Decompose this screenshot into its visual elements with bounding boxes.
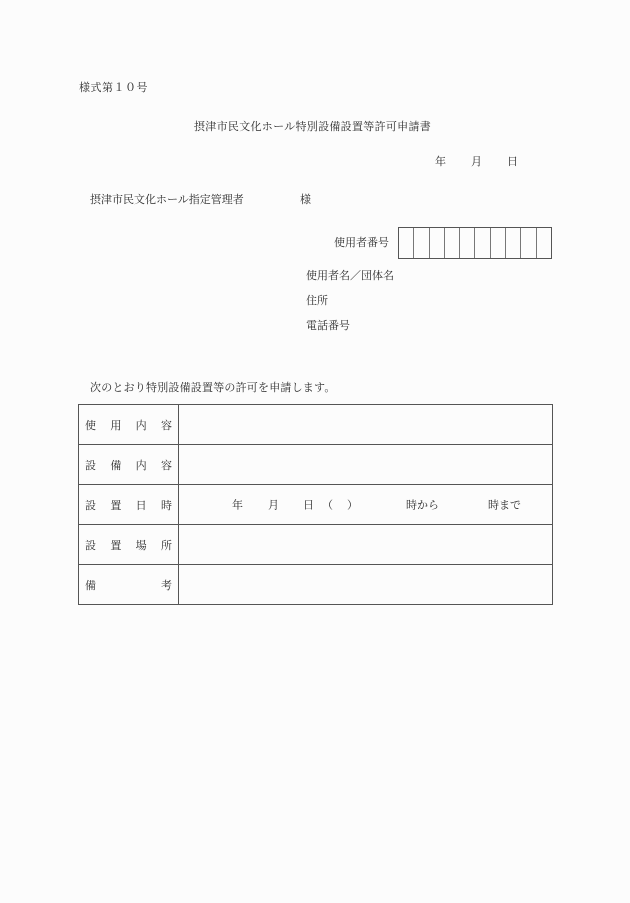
application-table	[78, 404, 553, 605]
user-number-cell[interactable]	[430, 228, 445, 258]
row-label	[79, 525, 179, 565]
label-char: 内	[135, 458, 147, 472]
label-char: 置	[110, 538, 122, 552]
label-char: 時	[160, 498, 172, 512]
user-number-cell[interactable]	[475, 228, 490, 258]
weekday-open-paren: （	[322, 498, 333, 511]
user-number-cell[interactable]	[491, 228, 506, 258]
user-number-cell[interactable]	[506, 228, 521, 258]
table-row-installation-location	[79, 525, 553, 565]
usage-content-field[interactable]	[179, 405, 553, 445]
user-number-label: 使用者番号	[334, 236, 389, 249]
label-char: 設	[85, 458, 96, 472]
document-title: 摂津市民文化ホール特別設備設置等許可申請書	[194, 120, 432, 133]
installation-location-field[interactable]	[179, 525, 553, 565]
applicant-address-label: 住所	[306, 294, 328, 307]
user-number-cell[interactable]	[445, 228, 460, 258]
label-char: 備	[110, 458, 122, 472]
user-number-cell[interactable]	[537, 228, 551, 258]
row-label	[79, 485, 179, 525]
remarks-field[interactable]	[179, 565, 553, 605]
user-number-cell[interactable]	[414, 228, 429, 258]
form-number: 様式第１０号	[79, 81, 148, 94]
label-char: 所	[160, 538, 172, 552]
time-from-label: 時から	[406, 498, 439, 511]
equipment-content-field[interactable]	[179, 445, 553, 485]
honorific: 様	[300, 193, 311, 206]
label-char: 場	[135, 538, 147, 552]
applicant-name-label: 使用者名／団体名	[306, 269, 394, 282]
user-number-cell[interactable]	[460, 228, 475, 258]
label-char: 備	[85, 578, 96, 592]
user-number-field[interactable]	[398, 227, 552, 259]
label-char: 用	[110, 418, 122, 432]
table-row-equipment-content	[79, 445, 553, 485]
label-char: 容	[160, 458, 172, 472]
date-month-label: 月	[471, 155, 482, 168]
weekday-close-paren: ）	[347, 498, 358, 511]
date-day-label: 日	[507, 155, 518, 168]
table-row-installation-datetime	[79, 485, 553, 525]
datetime-year-label: 年	[232, 498, 243, 511]
label-char: 容	[160, 418, 172, 432]
label-char: 設	[85, 498, 96, 512]
label-char: 日	[135, 498, 147, 512]
row-label	[79, 445, 179, 485]
addressee: 摂津市民文化ホール指定管理者	[90, 193, 244, 206]
label-char: 使	[85, 418, 96, 432]
user-number-cell[interactable]	[521, 228, 536, 258]
label-char: 設	[85, 538, 96, 552]
label-char: 考	[161, 578, 172, 592]
user-number-cell[interactable]	[399, 228, 414, 258]
date-year-label: 年	[435, 155, 446, 168]
installation-datetime-field[interactable]	[179, 485, 553, 525]
row-label	[79, 405, 179, 445]
label-char: 内	[135, 418, 147, 432]
label-char: 置	[110, 498, 122, 512]
table-row-remarks	[79, 565, 553, 605]
applicant-phone-label: 電話番号	[306, 319, 350, 332]
table-row-usage-content	[79, 405, 553, 445]
time-until-label: 時まで	[488, 498, 521, 511]
datetime-day-label: 日	[303, 498, 314, 511]
intro-text: 次のとおり特別設備設置等の許可を申請します。	[90, 381, 336, 394]
row-label	[79, 565, 179, 605]
datetime-month-label: 月	[268, 498, 279, 511]
